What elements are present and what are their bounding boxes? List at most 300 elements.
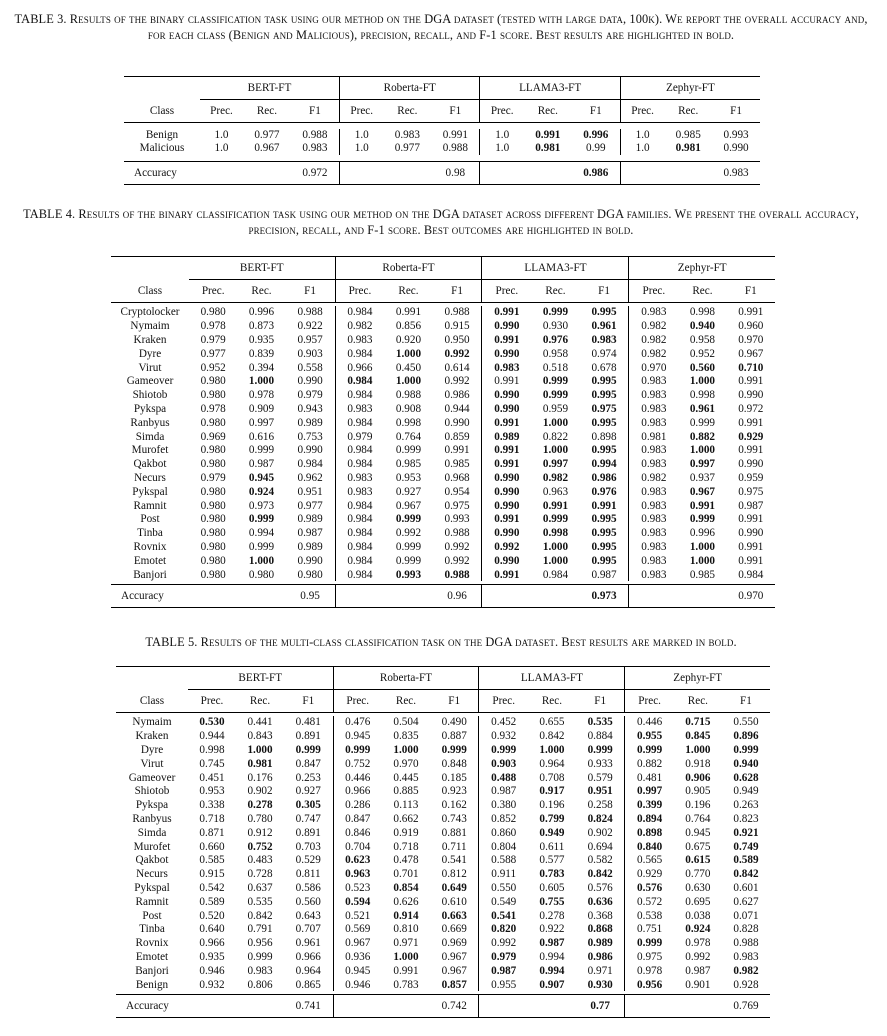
metric-cell: 0.999 [248, 444, 275, 457]
accuracy-pad [340, 161, 384, 184]
metric-cell: 0.842 [733, 868, 759, 881]
metric-header: F1 [433, 280, 482, 303]
metric-cell: 0.991 [535, 129, 561, 141]
metric-cell: 0.914 [393, 909, 419, 922]
metric-cell: 0.988 [733, 937, 759, 950]
model-header: LLAMA3-FT [480, 77, 620, 100]
metric-cell: 0.945 [248, 471, 275, 484]
metric-cell: 0.990 [494, 554, 520, 567]
metric-cell: 0.983 [641, 513, 667, 526]
metric-cell: 0.824 [576, 812, 625, 826]
metric-cell: 0.922 [539, 923, 565, 936]
class-name: Benign [145, 129, 179, 141]
metric-cell: 0.994 [539, 950, 565, 963]
table-row [111, 471, 775, 485]
metric-cell: 0.970 [738, 333, 764, 346]
metric-cell: 0.983 [347, 402, 373, 415]
metric-cell: 0.929 [738, 430, 764, 443]
metric-cell: 0.541 [430, 853, 479, 867]
table-row [124, 142, 760, 155]
class-name: Kraken [135, 730, 169, 743]
metric-cell: 0.906 [685, 771, 711, 784]
metric-header: Rec. [545, 284, 566, 297]
metric-cell: 0.901 [685, 978, 711, 991]
metric-cell: 1.000 [393, 950, 419, 963]
metric-cell: 0.940 [733, 757, 759, 770]
table5-caption [13, 634, 869, 650]
metric-cell: 0.967 [395, 499, 422, 512]
metric-cell: 0.504 [393, 716, 419, 729]
metric-cell: 0.999 [247, 950, 273, 963]
metric-cell: 0.988 [291, 129, 340, 142]
metric-cell: 0.990 [738, 389, 764, 402]
metric-cell: 0.927 [284, 784, 333, 798]
metric-cell: 0.994 [248, 527, 275, 540]
metric-cell: 0.637 [247, 881, 273, 894]
class-name: Post [140, 513, 160, 526]
metric-cell: 0.859 [433, 430, 482, 444]
accuracy-pad [678, 585, 726, 608]
metric-cell: 0.623 [345, 854, 371, 867]
metric-cell: 0.999 [542, 375, 569, 388]
metric-cell: 0.708 [539, 771, 565, 784]
metric-cell: 1.000 [539, 743, 565, 756]
metric-cell: 0.582 [576, 853, 625, 867]
metric-cell: 0.891 [284, 729, 333, 743]
model-header: Zephyr-FT [620, 77, 760, 100]
class-name: Shiotob [134, 785, 170, 798]
table-row [111, 319, 775, 333]
metric-cell: 1.000 [689, 540, 715, 553]
metric-cell: 0.990 [433, 416, 482, 430]
metric-cell: 0.983 [347, 485, 373, 498]
metric-cell: 0.933 [576, 757, 625, 771]
table3-caption-label: TABLE 3. [14, 12, 67, 26]
metric-cell: 0.980 [200, 527, 226, 540]
accuracy-pad [625, 995, 674, 1018]
accuracy-pad [383, 161, 431, 184]
metric-cell: 0.660 [199, 840, 225, 853]
metric-cell: 0.991 [494, 306, 520, 319]
metric-cell: 0.799 [539, 812, 565, 825]
class-name: Ramnit [133, 499, 167, 512]
table-row [116, 826, 770, 840]
metric-cell: 0.966 [345, 785, 371, 798]
accuracy-label: Accuracy [121, 590, 164, 603]
metric-cell: 0.452 [491, 716, 517, 729]
metric-cell: 0.943 [286, 402, 335, 416]
metric-cell: 0.945 [345, 964, 371, 977]
metric-header: F1 [430, 690, 479, 713]
metric-cell: 0.898 [637, 826, 663, 839]
metric-cell: 0.848 [430, 757, 479, 771]
metric-cell: 0.985 [675, 129, 701, 141]
metric-cell: 0.999 [430, 743, 479, 757]
metric-cell: 0.982 [641, 347, 667, 360]
metric-cell: 0.976 [542, 333, 569, 346]
metric-header-row [116, 690, 770, 713]
metric-cell: 0.967 [689, 485, 715, 498]
class-name: Rovnix [133, 540, 167, 553]
metric-cell: 0.983 [641, 554, 667, 567]
metric-cell: 1.0 [635, 129, 650, 141]
table-row [111, 430, 775, 444]
metric-cell: 0.576 [637, 881, 663, 894]
metric-cell: 1.000 [542, 554, 569, 567]
table3-grid [124, 76, 760, 185]
table-row [111, 554, 775, 568]
metric-cell: 0.896 [733, 730, 759, 743]
metric-cell: 0.481 [284, 716, 333, 730]
metric-cell: 0.626 [393, 895, 419, 908]
metric-cell: 0.987 [685, 964, 711, 977]
metric-cell: 0.982 [733, 964, 759, 977]
metric-cell: 0.991 [738, 540, 764, 553]
accuracy-row [116, 995, 770, 1018]
metric-cell: 0.968 [433, 471, 482, 485]
metric-cell: 0.196 [539, 799, 565, 812]
accuracy-value: 0.769 [733, 1000, 759, 1013]
metric-cell: 0.627 [733, 895, 759, 908]
metric-cell: 0.987 [491, 785, 517, 798]
metric-cell: 0.953 [395, 471, 422, 484]
metric-cell: 0.991 [542, 499, 569, 512]
table-row [116, 798, 770, 812]
metric-cell: 0.959 [542, 402, 569, 415]
metric-cell: 0.338 [199, 799, 225, 812]
class-name: Pykspal [132, 485, 168, 498]
metric-cell: 0.992 [494, 540, 520, 553]
metric-cell: 0.962 [286, 471, 335, 485]
metric-cell: 0.445 [393, 771, 419, 784]
metric-cell: 0.286 [345, 799, 371, 812]
metric-cell: 0.842 [576, 867, 625, 881]
metric-header: Prec. [490, 104, 514, 117]
metric-cell: 0.394 [248, 361, 275, 374]
metric-cell: 0.944 [433, 402, 482, 416]
table-row [111, 416, 775, 430]
metric-cell: 1.000 [248, 375, 275, 388]
model-header: Roberta-FT [335, 257, 482, 280]
metric-cell: 0.99 [572, 142, 621, 155]
metric-cell: 0.990 [738, 527, 764, 540]
metric-header: Rec. [678, 104, 699, 117]
metric-cell: 1.000 [689, 375, 715, 388]
metric-header: F1 [284, 690, 333, 713]
metric-cell: 0.630 [685, 881, 711, 894]
class-name: Pykspa [133, 402, 167, 415]
accuracy-value: 0.77 [576, 995, 625, 1018]
metric-cell: 0.258 [576, 798, 625, 812]
metric-cell: 0.957 [286, 333, 335, 347]
metric-cell: 0.749 [733, 840, 759, 853]
model-header: Roberta-FT [333, 667, 479, 690]
metric-cell: 0.616 [248, 430, 275, 443]
table3-caption-text: Results of the binary classification task using our method on the DGA dataset (tested with large data, 100k). We report the overall accuracy and, for each class (Benign and Malicious), precision, recall, and F-1 score. Best results are highlighted in bold. [69, 12, 868, 42]
metric-header: F1 [286, 280, 335, 303]
metric-cell: 0.984 [347, 458, 373, 471]
metric-cell: 1.0 [495, 129, 510, 141]
model-header: BERT-FT [189, 257, 335, 280]
metric-cell: 0.997 [637, 785, 663, 798]
metric-cell: 0.967 [738, 347, 764, 360]
table-row [116, 909, 770, 923]
metric-cell: 0.946 [199, 964, 225, 977]
metric-cell: 0.589 [199, 895, 225, 908]
table-row [111, 512, 775, 526]
metric-cell: 0.999 [689, 513, 715, 526]
metric-cell: 0.999 [248, 513, 275, 526]
metric-cell: 0.975 [637, 950, 663, 963]
class-header: Class [137, 284, 163, 297]
metric-cell: 0.992 [433, 554, 482, 568]
metric-cell: 0.711 [430, 840, 479, 854]
metric-cell: 0.846 [345, 826, 371, 839]
class-name: Kraken [133, 333, 167, 346]
metric-cell: 0.971 [576, 964, 625, 978]
metric-cell: 0.992 [433, 347, 482, 361]
metric-cell: 0.935 [199, 950, 225, 963]
metric-cell: 0.954 [433, 485, 482, 499]
accuracy-value: 0.973 [580, 585, 629, 608]
accuracy-pad [384, 585, 432, 608]
metric-cell: 0.980 [200, 389, 226, 402]
accuracy-value: 0.983 [723, 166, 749, 179]
metric-cell: 0.847 [345, 812, 371, 825]
metric-cell: 0.984 [738, 568, 764, 581]
metric-cell: 0.611 [539, 840, 565, 853]
table-row [111, 499, 775, 513]
metric-cell: 0.952 [200, 361, 226, 374]
metric-cell: 0.162 [430, 798, 479, 812]
metric-cell: 0.967 [345, 937, 371, 950]
accuracy-label: Accuracy [134, 166, 177, 179]
metric-cell: 0.924 [248, 485, 275, 498]
metric-cell: 0.804 [491, 840, 517, 853]
metric-cell: 0.983 [641, 458, 667, 471]
accuracy-pad [479, 995, 528, 1018]
metric-cell: 0.907 [539, 978, 565, 991]
metric-cell: 1.000 [542, 416, 569, 429]
metric-cell: 0.985 [395, 458, 422, 471]
table-row [116, 922, 770, 936]
header-spacer [111, 257, 189, 280]
metric-header: Prec. [348, 284, 372, 297]
table4-caption-label: TABLE 4. [23, 207, 76, 221]
metric-cell: 0.839 [248, 347, 275, 360]
metric-cell: 0.971 [393, 937, 419, 950]
metric-cell: 0.550 [733, 716, 759, 729]
metric-cell: 0.930 [542, 320, 569, 333]
metric-cell: 0.991 [433, 443, 482, 457]
accuracy-pad [188, 995, 236, 1018]
metric-cell: 0.185 [430, 771, 479, 785]
metric-cell: 0.980 [200, 499, 226, 512]
metric-cell: 0.857 [430, 978, 479, 992]
metric-cell: 0.643 [284, 909, 333, 923]
metric-header: Prec. [350, 104, 374, 117]
metric-cell: 0.993 [395, 568, 422, 581]
metric-cell: 0.988 [433, 568, 482, 582]
metric-cell: 0.999 [395, 540, 422, 553]
metric-cell: 0.951 [286, 485, 335, 499]
metric-cell: 0.820 [491, 923, 517, 936]
metric-cell: 0.980 [200, 458, 226, 471]
metric-cell: 0.550 [491, 881, 517, 894]
table-row [111, 457, 775, 471]
metric-cell: 0.529 [284, 853, 333, 867]
metric-cell: 0.038 [685, 909, 711, 922]
accuracy-value: 0.741 [284, 995, 333, 1018]
metric-cell: 0.589 [733, 854, 759, 867]
metric-cell: 0.961 [689, 402, 715, 415]
metric-cell: 0.902 [576, 826, 625, 840]
metric-cell: 1.0 [635, 142, 650, 154]
table4-caption [13, 206, 869, 238]
metric-cell: 0.835 [393, 730, 419, 743]
metric-cell: 0.989 [286, 416, 335, 430]
metric-cell: 0.999 [542, 513, 569, 526]
metric-cell: 0.996 [572, 129, 621, 142]
metric-header: F1 [431, 100, 480, 123]
metric-cell: 0.967 [430, 964, 479, 978]
metric-cell: 0.695 [685, 895, 711, 908]
class-name: Dyre [140, 743, 164, 756]
model-header: Zephyr-FT [629, 257, 775, 280]
metric-cell: 0.538 [637, 909, 663, 922]
metric-cell: 0.988 [395, 389, 422, 402]
accuracy-pad [620, 161, 664, 184]
metric-cell: 0.987 [738, 499, 764, 512]
metric-cell: 0.840 [637, 840, 663, 853]
metric-cell: 0.905 [685, 785, 711, 798]
metric-header: Prec. [642, 284, 666, 297]
metric-cell: 0.882 [637, 757, 663, 770]
metric-cell: 0.929 [637, 868, 663, 881]
accuracy-value: 0.96 [433, 585, 482, 608]
metric-cell: 0.958 [542, 347, 569, 360]
metric-cell: 0.535 [576, 716, 625, 730]
metric-cell: 0.999 [395, 513, 422, 526]
metric-cell: 0.986 [576, 950, 625, 964]
metric-cell: 0.949 [733, 785, 759, 798]
metric-cell: 0.998 [395, 416, 422, 429]
metric-cell: 0.585 [199, 854, 225, 867]
class-name: Post [142, 909, 162, 922]
metric-cell: 1.0 [354, 129, 369, 141]
metric-cell: 0.441 [247, 716, 273, 729]
metric-cell: 0.984 [347, 375, 373, 388]
metric-cell: 0.979 [347, 430, 373, 443]
metric-cell: 0.983 [641, 389, 667, 402]
metric-cell: 1.000 [689, 444, 715, 457]
table-row [116, 881, 770, 895]
metric-cell: 0.852 [491, 812, 517, 825]
metric-cell: 0.932 [199, 978, 225, 991]
metric-cell: 0.572 [637, 895, 663, 908]
metric-cell: 0.560 [284, 895, 333, 909]
metric-cell: 0.940 [689, 320, 715, 333]
metric-cell: 0.983 [347, 333, 373, 346]
metric-cell: 0.991 [738, 375, 764, 388]
metric-cell: 1.000 [395, 375, 422, 388]
table-row [116, 840, 770, 854]
metric-cell: 0.987 [539, 937, 565, 950]
metric-cell: 0.995 [580, 540, 629, 554]
metric-cell: 0.964 [539, 757, 565, 770]
table-row [111, 568, 775, 582]
metric-cell: 0.990 [494, 527, 520, 540]
metric-cell: 0.278 [539, 909, 565, 922]
metric-cell: 0.967 [254, 142, 280, 154]
metric-cell: 0.992 [685, 950, 711, 963]
table4-caption-text: Results of the binary classification task using our method on the DGA dataset across different DGA families. We present the overall accuracy, precision, recall, and F-1 score. Best outcomes are highlighted in bold. [78, 207, 859, 237]
metric-header: F1 [730, 104, 742, 117]
metric-cell: 0.991 [689, 499, 715, 512]
class-name: Ranbyus [132, 812, 172, 825]
metric-cell: 0.989 [576, 936, 625, 950]
table-row [116, 936, 770, 950]
metric-header: Rec. [692, 284, 713, 297]
metric-cell: 0.982 [641, 320, 667, 333]
metric-cell: 0.991 [431, 129, 480, 142]
metric-cell: 0.987 [248, 458, 275, 471]
metric-cell: 0.983 [580, 333, 629, 347]
metric-cell: 0.986 [433, 388, 482, 402]
metric-cell: 0.980 [200, 568, 226, 581]
metric-cell: 0.446 [637, 716, 663, 729]
metric-cell: 0.993 [433, 512, 482, 526]
metric-cell: 0.478 [393, 854, 419, 867]
metric-cell: 0.982 [542, 471, 569, 484]
class-name: Nymaim [132, 716, 172, 729]
metric-cell: 0.998 [689, 306, 715, 319]
metric-cell: 0.921 [733, 826, 759, 839]
accuracy-row [111, 585, 775, 608]
metric-cell: 0.961 [580, 319, 629, 333]
metric-cell: 0.718 [199, 812, 225, 825]
metric-cell: 0.903 [286, 347, 335, 361]
class-name: Banjori [135, 964, 169, 977]
metric-cell: 0.995 [580, 554, 629, 568]
metric-cell: 0.990 [494, 389, 520, 402]
metric-header: Prec. [631, 104, 654, 117]
class-name: Benign [135, 978, 169, 991]
metric-cell: 0.828 [733, 923, 759, 936]
class-name: Qakbot [133, 458, 167, 471]
metric-cell: 0.483 [247, 854, 273, 867]
metric-cell: 0.845 [685, 730, 711, 743]
metric-cell: 0.956 [637, 978, 663, 991]
metric-cell: 0.995 [580, 388, 629, 402]
metric-header-row [111, 280, 775, 303]
table-row [116, 716, 770, 730]
metric-cell: 0.978 [637, 964, 663, 977]
metric-cell: 0.868 [576, 922, 625, 936]
metric-cell: 0.882 [689, 430, 715, 443]
metric-cell: 0.955 [491, 978, 517, 991]
metric-cell: 0.752 [247, 840, 273, 853]
metric-cell: 0.822 [542, 430, 569, 443]
metric-cell: 0.743 [430, 812, 479, 826]
metric-cell: 0.565 [637, 854, 663, 867]
metric-cell: 0.881 [430, 826, 479, 840]
metric-header: Rec. [397, 104, 418, 117]
metric-cell: 0.981 [675, 142, 701, 154]
metric-cell: 0.961 [284, 936, 333, 950]
class-name: Malicious [139, 142, 185, 154]
metric-cell: 0.196 [685, 799, 711, 812]
